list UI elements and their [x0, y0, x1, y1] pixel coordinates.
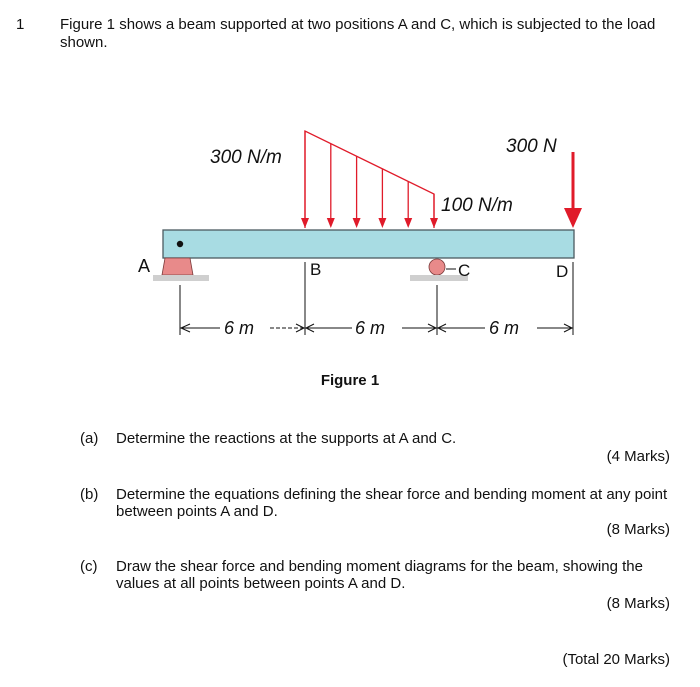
figure-caption: Figure 1 [320, 372, 380, 389]
point-c-label: C [458, 261, 471, 280]
part-c-label: (c) [80, 558, 98, 575]
pin-support-a [153, 258, 209, 281]
part-b-text: Determine the equations defining the shear force and bending moment at any point between points A and D. [116, 486, 668, 520]
beam [163, 230, 574, 258]
beam-dot [177, 241, 183, 247]
span-3-label: 6 m [489, 318, 520, 338]
part-c-text: Draw the shear force and bending moment diagrams for the beam, showing the values at all points between points A and D. [116, 558, 643, 592]
span-2-label: 6 m [355, 318, 386, 338]
question-number: 1 [16, 16, 25, 33]
span-1-label: 6 m [224, 318, 255, 338]
point-a-label: A [138, 256, 151, 276]
point-load-label: 300 N [506, 136, 557, 157]
udl-arrow-head [353, 218, 361, 228]
part-b-label: (b) [80, 486, 99, 503]
part-a-text: Determine the reactions at the supports at A and C. [116, 430, 457, 447]
udl-arrows [301, 131, 438, 228]
point-b-label: B [310, 260, 322, 279]
part-c-marks: (8 Marks) [606, 595, 670, 612]
udl-arrow-head [378, 218, 386, 228]
total-marks: (Total 20 Marks) [562, 651, 670, 668]
udl-left-label: 300 N/m [210, 147, 282, 168]
udl-right-label: 100 N/m [441, 195, 513, 216]
part-a-label: (a) [80, 430, 99, 447]
udl-arrow-head [327, 218, 335, 228]
point-d-label: D [556, 262, 569, 281]
udl-arrow-head [404, 218, 412, 228]
distributed-load [301, 131, 438, 228]
part-b-marks: (8 Marks) [606, 521, 670, 538]
udl-arrow-head [301, 218, 309, 228]
question-intro: Figure 1 shows a beam supported at two positions A and C, which is subjected to the load shown. [60, 16, 656, 51]
point-load-arrow [564, 152, 582, 228]
part-a-marks: (4 Marks) [606, 448, 670, 465]
udl-arrow-head [430, 218, 438, 228]
